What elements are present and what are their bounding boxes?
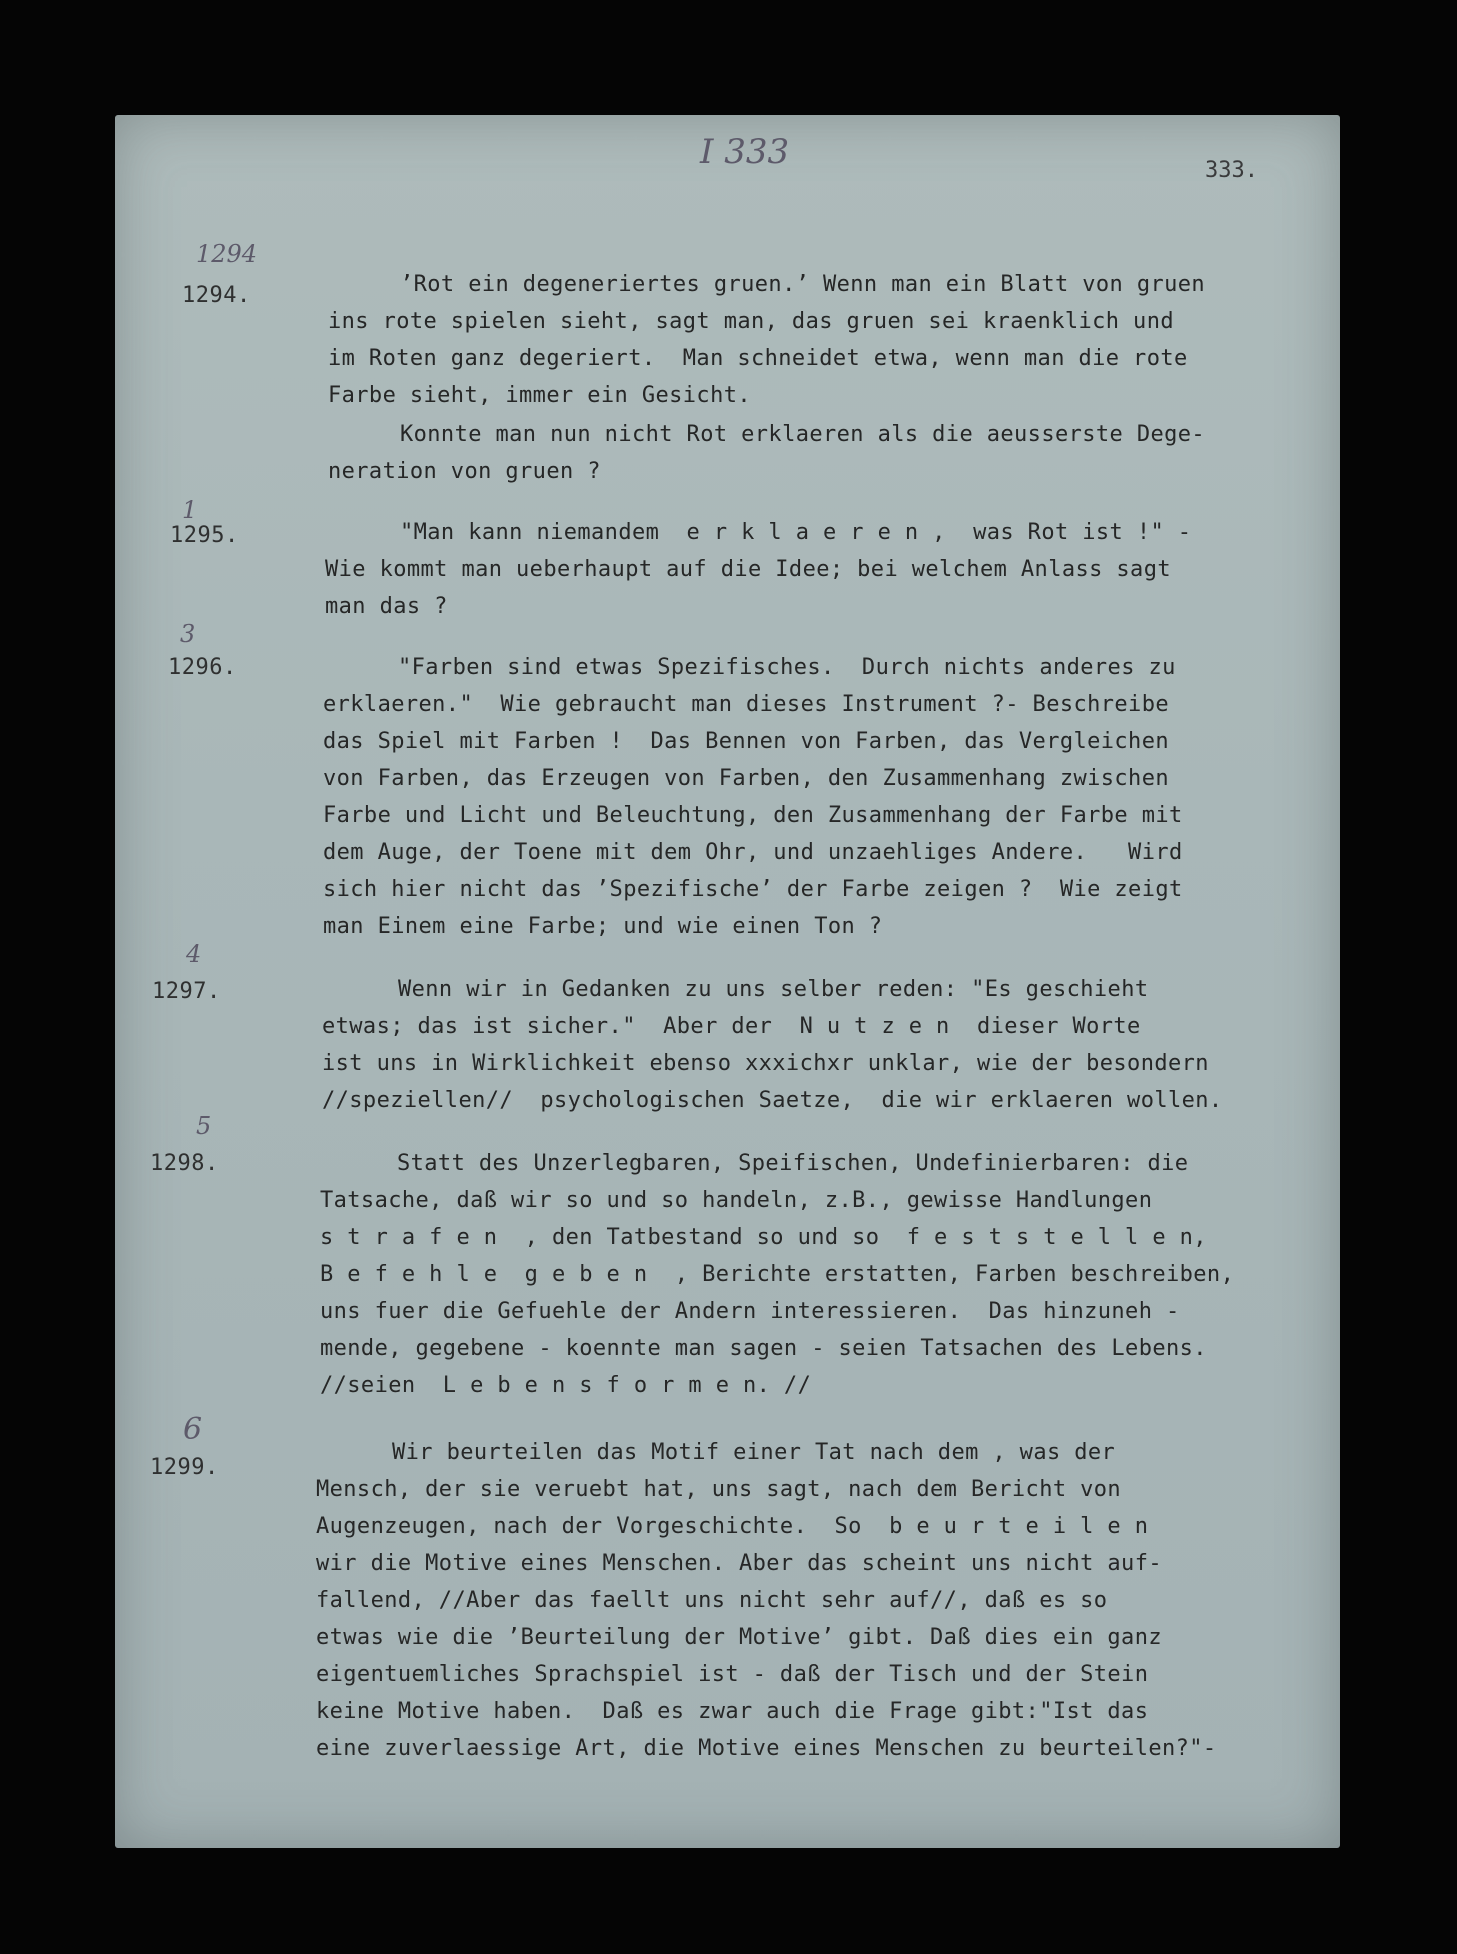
text-line: Wir beurteilen das Motif einer Tat nach dem , was der: [392, 1440, 1116, 1465]
text-line: Augenzeugen, nach der Vorgeschichte. So b e u r t e i l e n: [316, 1514, 1149, 1539]
handwritten-entry-number: 1: [182, 496, 198, 524]
handwritten-entry-number: 4: [186, 940, 202, 968]
page-number: 333.: [1205, 158, 1258, 183]
text-line: Farbe sieht, immer ein Gesicht.: [328, 383, 751, 408]
text-line: s t r a f e n , den Tatbestand so und so f e s t s t e l l e n,: [320, 1225, 1207, 1250]
text-line: fallend, //Aber das faellt uns nicht sehr auf//, daß es so: [316, 1588, 1108, 1613]
text-line: //speziellen// psychologischen Saetze, die wir erklaeren wollen.: [322, 1088, 1223, 1113]
text-line: neration von gruen ?: [328, 459, 601, 484]
entry-number: 1295.: [170, 523, 239, 548]
entry-number: 1294.: [182, 283, 251, 308]
text-line: keine Motive haben. Daß es zwar auch die Frage gibt:"Ist das: [316, 1699, 1149, 1724]
text-line: im Roten ganz degeriert. Man schneidet etwa, wenn man die rote: [328, 346, 1188, 371]
text-line: von Farben, das Erzeugen von Farben, den Zusammenhang zwischen: [323, 766, 1169, 791]
text-line: das Spiel mit Farben ! Das Bennen von Farben, das Vergleichen: [323, 729, 1169, 754]
text-line: Mensch, der sie veruebt hat, uns sagt, nach dem Bericht von: [316, 1477, 1122, 1502]
handwritten-entry-number: 1294: [196, 240, 258, 268]
text-line: man Einem eine Farbe; und wie einen Ton ?: [323, 914, 883, 939]
text-line: wir die Motive eines Menschen. Aber das scheint uns nicht auf-: [316, 1551, 1162, 1576]
text-line: Farbe und Licht und Beleuchtung, den Zusammenhang der Farbe mit: [323, 803, 1183, 828]
text-line: Konnte man nun nicht Rot erklaeren als die aeusserste Dege-: [400, 422, 1206, 447]
text-line: sich hier nicht das ’Spezifische’ der Farbe zeigen ? Wie zeigt: [323, 877, 1183, 902]
text-line: erklaeren." Wie gebraucht man dieses Instrument ?- Beschreibe: [323, 692, 1169, 717]
text-line: eigentuemliches Sprachspiel ist - daß der Tisch und der Stein: [316, 1662, 1149, 1687]
entry-number: 1296.: [168, 655, 237, 680]
text-line: Wenn wir in Gedanken zu uns selber reden: "Es geschieht: [398, 977, 1149, 1002]
text-line: Tatsache, daß wir so und so handeln, z.B., gewisse Handlungen: [320, 1188, 1153, 1213]
text-line: etwas wie die ’Beurteilung der Motive’ gibt. Daß dies ein ganz: [316, 1625, 1162, 1650]
handwritten-page-stamp: I 333: [700, 132, 790, 172]
text-line: eine zuverlaessige Art, die Motive eines Menschen zu beurteilen?"-: [316, 1736, 1217, 1761]
text-line: B e f e h l e g e b e n , Berichte erstatten, Farben beschreiben,: [320, 1262, 1235, 1287]
entry-number: 1297.: [152, 979, 221, 1004]
text-line: "Farben sind etwas Spezifisches. Durch nichts anderes zu: [398, 655, 1176, 680]
handwritten-entry-number: 5: [196, 1112, 212, 1140]
text-line: "Man kann niemandem e r k l a e r e n , was Rot ist !" -: [400, 520, 1192, 545]
entry-number: 1299.: [150, 1455, 219, 1480]
text-line: Statt des Unzerlegbaren, Speifischen, Undefinierbaren: die: [397, 1151, 1189, 1176]
text-line: Wie kommt man ueberhaupt auf die Idee; bei welchem Anlass sagt: [325, 557, 1171, 582]
text-line: //seien L e b e n s f o r m e n. //: [320, 1373, 812, 1398]
text-line: uns fuer die Gefuehle der Andern interessieren. Das hinzuneh -: [320, 1299, 1180, 1324]
text-line: etwas; das ist sicher." Aber der N u t z e n dieser Worte: [322, 1014, 1141, 1039]
text-line: dem Auge, der Toene mit dem Ohr, und unzaehliges Andere. Wird: [323, 840, 1183, 865]
text-line: mende, gegebene - koennte man sagen - seien Tatsachen des Lebens.: [320, 1336, 1207, 1361]
entry-number: 1298.: [150, 1151, 219, 1176]
text-line: ins rote spielen sieht, sagt man, das gruen sei kraenklich und: [328, 309, 1174, 334]
text-line: ist uns in Wirklichkeit ebenso xxxichxr unklar, wie der besondern: [322, 1051, 1209, 1076]
handwritten-entry-number: 3: [180, 620, 196, 648]
text-line: man das ?: [325, 594, 448, 619]
handwritten-entry-number: 6: [183, 1412, 203, 1447]
text-line: ’Rot ein degeneriertes gruen.’ Wenn man ein Blatt von gruen: [400, 272, 1206, 297]
